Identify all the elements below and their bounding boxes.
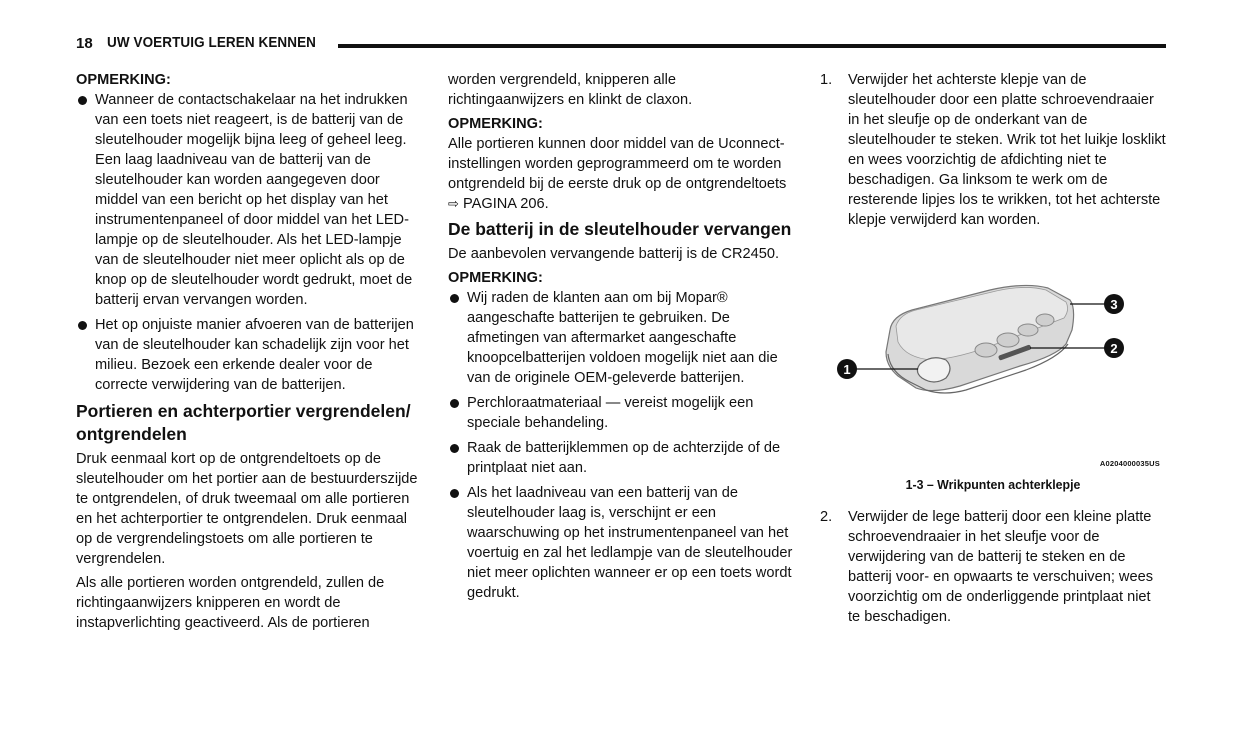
paragraph: De aanbevolen vervangende batterij is de CR2450.	[448, 246, 780, 262]
column-middle	[448, 70, 795, 608]
callout-3	[1104, 294, 1124, 314]
note-text: Alle portieren kunnen door middel van de Uconnect-instellingen worden geprogrammeerd om te worden ontgrendeld bij de eerste druk op de ontgrendeltoets	[448, 136, 787, 192]
list-item	[448, 288, 795, 388]
figure-caption: 1-3 – Wrikpunten achterklepje	[905, 477, 1081, 492]
page-reference-arrow-icon: ⇨	[448, 196, 459, 211]
list-item-text: Wij raden de klanten aan om bij Mopar® aangeschafte batterijen te gebruiken. De afmetingen van aftermarket aangeschafte knoopcelbatterijen voldoen mogelijk niet aan die van de originele OEM-geleverde batterijen.	[467, 290, 778, 386]
page-header	[76, 33, 1166, 53]
step-number: 1.	[820, 72, 833, 88]
page-number: 18	[76, 35, 93, 52]
callout-2	[1104, 338, 1124, 358]
fob-button	[975, 343, 997, 357]
step-item	[820, 507, 1166, 627]
svg-text:2: 2	[1110, 341, 1118, 356]
paragraph-continued: worden vergrendeld, knipperen alle richtingaanwijzers en klinkt de claxon.	[448, 72, 693, 108]
note-heading: OPMERKING:	[448, 116, 543, 132]
list-item-text: Wanneer de contactschakelaar na het indrukken van een toets niet reageert, is de batterij van de sleutelhouder mogelijk bijna leeg of geheel leeg. Een laag laadniveau van de batterij van de sleutelhouder kan worden aangegeven door middel van een bericht op het display van het instrumentenpaneel of door middel van het LED-lampje op de sleutelhouder. Als het LED-lampje van de sleutelhouder niet meer oplicht als op de knop op de sleutelhouder wordt gedrukt, moet de batterij ervan vervangen worden.	[95, 92, 413, 308]
header-rule	[338, 44, 1166, 48]
list-item-text: Het op onjuiste manier afvoeren van de batterijen van de sleutelhouder kan schadelijk zijn voor het milieu. Bezoek een erkende dealer voor de correcte verwijdering van de batterijen.	[95, 317, 414, 393]
list-item-text: Raak de batterijklemmen op de achterzijde of de printplaat niet aan.	[467, 440, 781, 476]
list-item	[448, 393, 795, 433]
bullet-icon	[450, 399, 459, 408]
chapter-title: UW VOERTUIG LEREN KENNEN	[107, 35, 317, 51]
paragraph: Druk eenmaal kort op de ontgrendeltoets op de sleutelhouder om het portier aan de bestuurderszijde te ontgrendelen, of druk tweemaal om alle portieren en het achterportier te ontgrendelen. Druk eenmaal op de vergrendelingstoets om alle portieren te vergrendelen.	[76, 451, 418, 567]
note-heading: OPMERKING:	[448, 270, 543, 286]
list-item	[76, 315, 421, 395]
fob-button	[1036, 314, 1054, 326]
paragraph: Als alle portieren worden ontgrendeld, zullen de richtingaanwijzers knipperen en wordt de instapverlichting geactiveerd. Als de portieren	[76, 575, 385, 631]
key-fob-illustration	[820, 268, 1166, 473]
note-heading: OPMERKING:	[76, 72, 171, 88]
page-reference-link[interactable]: PAGINA 206.	[462, 196, 549, 212]
svg-text:1: 1	[843, 362, 851, 377]
fob-button	[1018, 324, 1038, 336]
list-item-text: Als het laadniveau van een batterij van de sleutelhouder laag is, verschijnt er een waarschuwing op het instrumentenpaneel van het voertuig en zal het ledlampje van de sleutelhouder niet meer oplichten wanneer er op een toets wordt gedrukt.	[467, 485, 793, 601]
figure-code: A0204000035US	[1099, 459, 1160, 468]
step-text: Verwijder de lege batterij door een kleine platte schroevendraaier in het sleufje voor de verwijdering van de batterij te steken en de batterij voor- en opwaarts te verschuiven; wees voorzichtig om de onderliggende printplaat niet te beschadigen.	[848, 509, 1153, 625]
step-number: 2.	[820, 509, 833, 525]
column-left	[76, 70, 421, 637]
bullet-icon	[78, 321, 87, 330]
bullet-icon	[78, 96, 87, 105]
callout-1	[837, 359, 857, 379]
column-right	[820, 70, 1166, 627]
step-list	[820, 507, 1166, 627]
note-bullet-list	[76, 90, 421, 395]
bullet-icon	[450, 294, 459, 303]
step-list	[820, 70, 1166, 230]
note-paragraph	[448, 134, 795, 214]
step-item	[820, 70, 1166, 230]
list-item	[76, 90, 421, 310]
section-heading-locking: Portieren en achterportier vergrendelen/ ontgrendelen	[76, 401, 411, 444]
fob-button	[997, 333, 1019, 347]
bullet-icon	[450, 444, 459, 453]
bullet-icon	[450, 489, 459, 498]
step-text: Verwijder het achterste klepje van de sleutelhouder door een platte schroevendraaier in het sleufje op de onderkant van de sleutelhouder te steken. Wrik tot het luikje losklikt en wees voorzichtig de afdichting niet te beschadigen. Ga linksom te werk om de resterende lipjes los te wrikken, tot het achterste klepje verwijderd kan worden.	[848, 72, 1166, 228]
note-bullet-list	[448, 288, 795, 603]
section-heading-battery: De batterij in de sleutelhouder vervangen	[448, 219, 792, 239]
svg-text:3: 3	[1110, 297, 1118, 312]
list-item	[448, 483, 795, 603]
list-item	[448, 438, 795, 478]
key-fob-figure	[820, 268, 1166, 473]
list-item-text: Perchloraatmateriaal — vereist mogelijk een speciale behandeling.	[467, 395, 754, 431]
